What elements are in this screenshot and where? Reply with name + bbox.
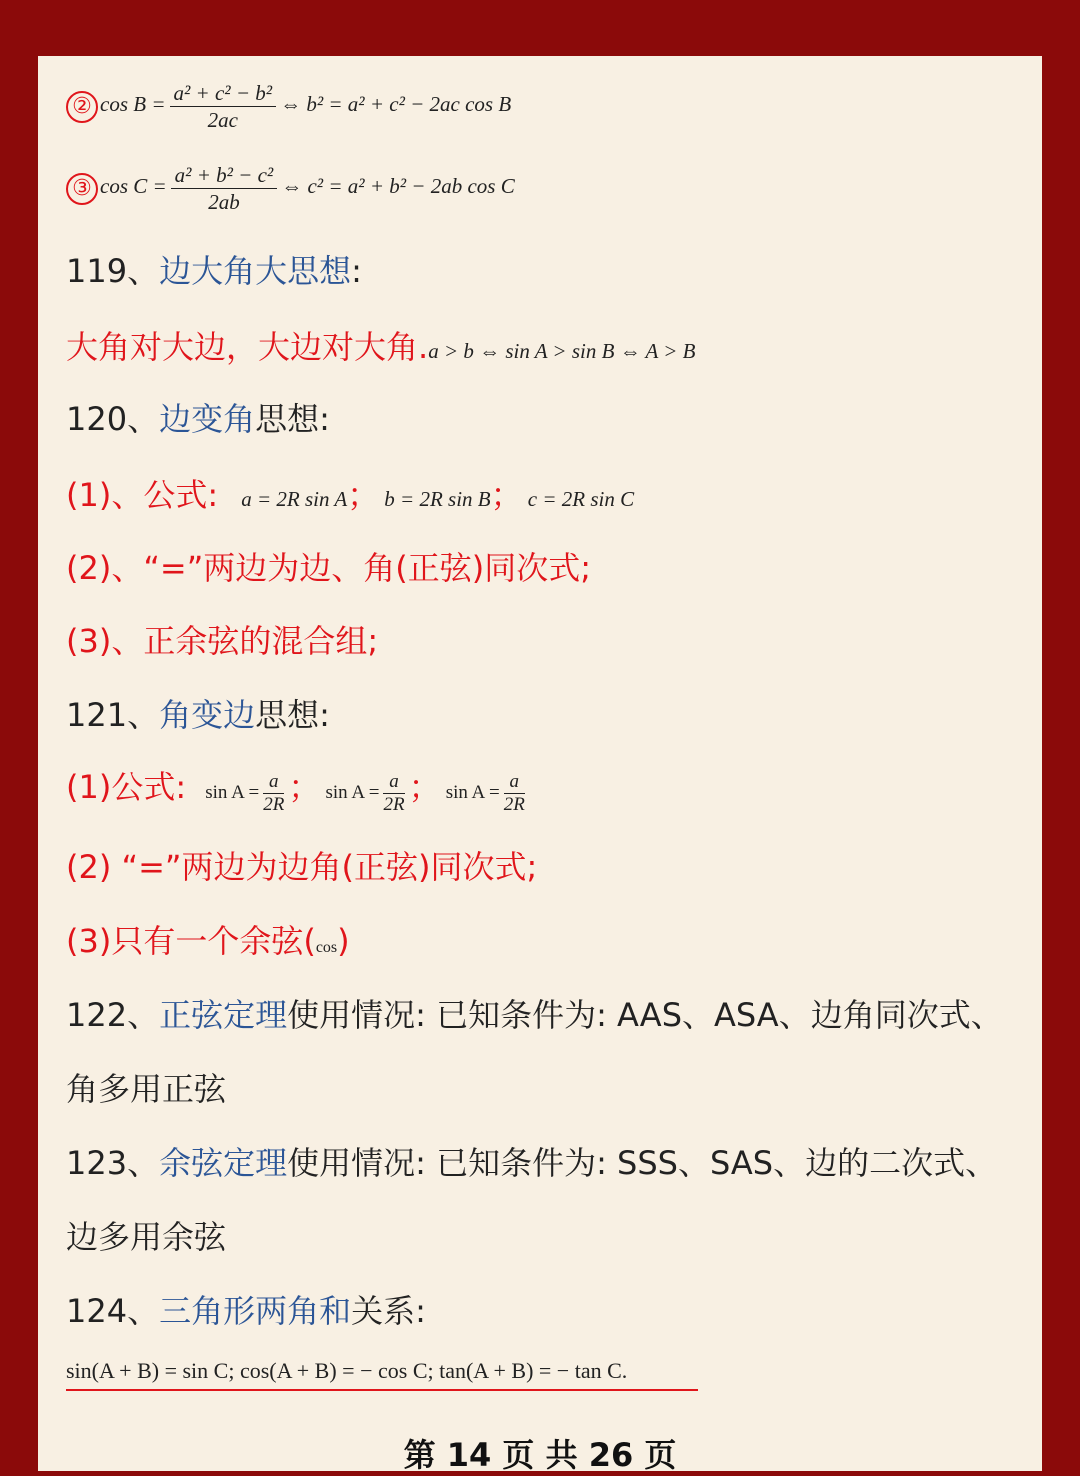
- section-120-item-1: [66, 470, 634, 516]
- section-119-line: [66, 322, 696, 368]
- section-number: 121、: [66, 696, 160, 734]
- fraction-denominator: 2ac: [207, 108, 238, 132]
- section-rest: 关系:: [351, 1292, 426, 1330]
- fraction: [263, 771, 284, 816]
- separator: ；: [347, 476, 380, 514]
- formula-underline: [66, 1389, 698, 1391]
- sin-a-lhs: sin A =: [445, 782, 500, 803]
- section-number: 124、: [66, 1292, 160, 1330]
- section-120-item-2: (2)、“=”两边为边、角(正弦)同次式;: [66, 549, 592, 587]
- section-number: 119、: [66, 252, 160, 290]
- section-rest: 使用情况: 已知条件为: AAS、ASA、边角同次式、: [287, 996, 1003, 1034]
- formula-rhs: ⇔ c² = a² + b² − 2ab cos C: [281, 174, 515, 198]
- inline-math: a > b ⇔ sin A > sin B ⇔ A > B: [428, 339, 696, 363]
- section-colon: :: [351, 252, 362, 290]
- section-title: 边变角: [159, 400, 256, 438]
- section-title: 边大角大思想: [159, 252, 352, 290]
- formula-a: a = 2R sin A: [241, 487, 348, 511]
- page-footer: 第 14 页 共 26 页: [403, 1436, 677, 1474]
- fraction-denominator: 2ab: [208, 190, 240, 214]
- formula-lhs: cos C =: [100, 174, 167, 198]
- separator: ；: [408, 768, 441, 806]
- fraction-denominator: 2R: [263, 794, 285, 815]
- section-124-heading: [66, 1286, 426, 1332]
- section-title: 余弦定理: [159, 1144, 288, 1182]
- separator: ；: [288, 768, 321, 806]
- section-121-item-1: [66, 762, 529, 816]
- fraction: [504, 771, 525, 816]
- section-122-heading: [66, 990, 1003, 1036]
- emphasis-text: 大角对大边，大边对大角.: [66, 328, 429, 366]
- fraction-numerator: a² + c² − b²: [170, 80, 277, 107]
- section-124-formula: sin(A + B) = sin C; cos(A + B) = − cos C; tan(A + B) = − tan C.: [66, 1358, 628, 1383]
- section-120-heading: [66, 394, 330, 440]
- separator: ；: [490, 476, 523, 514]
- sin-a-lhs: sin A =: [325, 782, 380, 803]
- item-text-end: ): [337, 922, 350, 960]
- section-number: 120、: [66, 400, 160, 438]
- section-number: 123、: [66, 1144, 160, 1182]
- section-title: 角变边: [159, 696, 256, 734]
- item-label: (1)、公式:: [66, 476, 219, 514]
- fraction-numerator: a: [263, 771, 284, 794]
- section-rest: 使用情况: 已知条件为: SSS、SAS、边的二次式、: [287, 1144, 998, 1182]
- formula-cos-c: [66, 162, 515, 215]
- item-text: (3)只有一个余弦(: [66, 922, 316, 960]
- formula-lhs: cos B =: [100, 92, 166, 116]
- section-title: 三角形两角和: [159, 1292, 352, 1330]
- fraction-numerator: a: [383, 771, 404, 794]
- fraction-numerator: a² + b² − c²: [171, 162, 278, 189]
- fraction-numerator: a: [504, 771, 525, 794]
- document-page: [38, 56, 1042, 1474]
- circled-number: ③: [66, 173, 98, 205]
- section-120-item-3: (3)、正余弦的混合组;: [66, 622, 379, 660]
- section-121-item-3: [66, 916, 350, 962]
- section-121-heading: [66, 690, 330, 736]
- section-rest: 思想:: [255, 696, 330, 734]
- item-label: (1)公式:: [66, 768, 187, 806]
- section-123-heading: [66, 1138, 997, 1184]
- circled-number: ②: [66, 91, 98, 123]
- section-119-heading: [66, 246, 362, 292]
- formula-c: c = 2R sin C: [527, 487, 635, 511]
- section-number: 122、: [66, 996, 160, 1034]
- section-123-line-2: 边多用余弦: [66, 1218, 227, 1256]
- formula-cos-b: [66, 80, 511, 133]
- section-122-line-2: 角多用正弦: [66, 1070, 227, 1108]
- fraction: [171, 162, 278, 215]
- fraction: [170, 80, 277, 133]
- section-121-item-2: (2) “=”两边为边角(正弦)同次式;: [66, 848, 538, 886]
- cos-symbol: cos: [315, 939, 338, 956]
- section-rest: 思想:: [255, 400, 330, 438]
- fraction-denominator: 2R: [503, 794, 525, 815]
- formula-rhs: ⇔ b² = a² + c² − 2ac cos B: [280, 92, 512, 116]
- fraction-denominator: 2R: [383, 794, 405, 815]
- sin-a-lhs: sin A =: [205, 782, 260, 803]
- section-title: 正弦定理: [159, 996, 288, 1034]
- formula-b: b = 2R sin B: [384, 487, 491, 511]
- fraction: [383, 771, 404, 816]
